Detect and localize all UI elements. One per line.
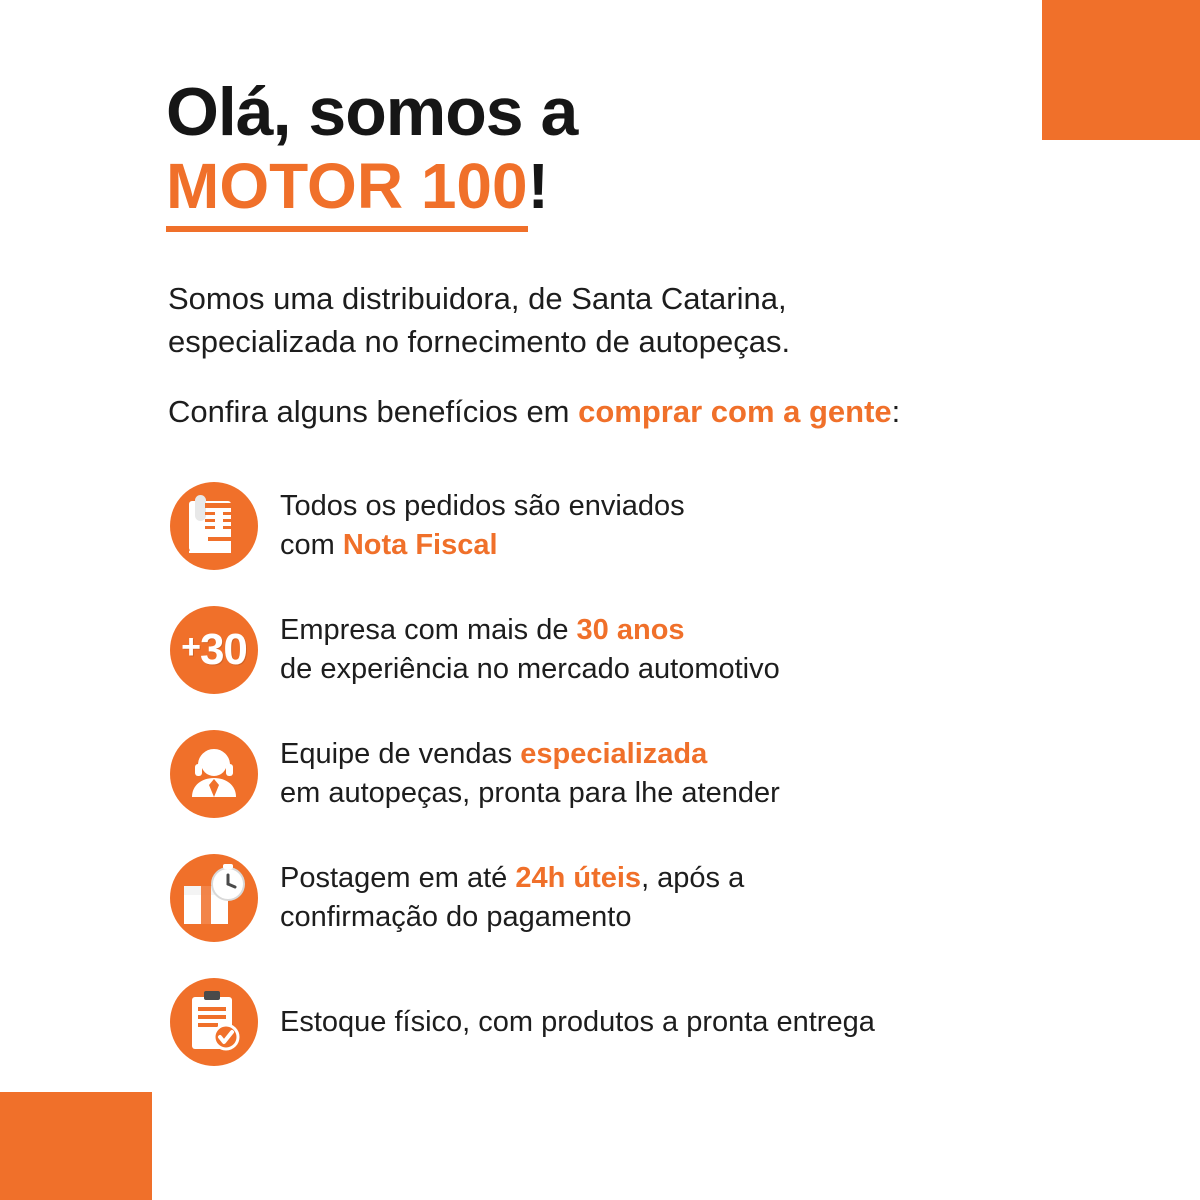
cta-line xyxy=(168,394,1128,430)
benefit-4-line1-suffix: , após a xyxy=(641,862,745,895)
benefits-list xyxy=(162,470,1162,1090)
headset-agent-glyph xyxy=(175,735,253,813)
benefit-1-line2-accent: Nota Fiscal xyxy=(342,529,498,561)
benefit-3-line2: em autopeças, pronta para lhe atender xyxy=(280,777,780,809)
plus-30-badge-icon xyxy=(162,598,266,702)
receipt-glyph xyxy=(175,487,253,565)
badge-30-label xyxy=(181,625,247,675)
benefit-item xyxy=(162,966,1162,1078)
benefit-item xyxy=(162,470,1162,582)
benefit-text xyxy=(280,735,780,813)
benefit-3-line1-accent: especializada xyxy=(520,738,708,771)
cta-prefix: Confira alguns benefícios em xyxy=(168,394,579,429)
badge-plus-sign: + xyxy=(181,628,200,666)
intro-line-2: especializada no fornecimento de autopeças. xyxy=(168,323,791,359)
benefit-2-line1-prefix: Empresa com mais de xyxy=(280,614,577,647)
benefit-3-line1-prefix: Equipe de vendas xyxy=(280,738,521,771)
benefit-text xyxy=(280,1003,875,1042)
package-stopwatch-glyph xyxy=(172,856,256,940)
benefit-5-line1: Estoque físico, com produtos a pronta entrega xyxy=(280,1005,875,1038)
benefit-4-line2: confirmação do pagamento xyxy=(280,901,632,933)
headline-exclamation: ! xyxy=(527,150,549,222)
package-stopwatch-icon xyxy=(162,846,266,950)
headset-agent-icon xyxy=(162,722,266,826)
brand-name: MOTOR 100 xyxy=(166,150,528,232)
benefit-1-line1: Todos os pedidos são enviados xyxy=(280,490,685,523)
clipboard-check-glyph xyxy=(175,983,253,1061)
headline-line1: Olá, somos a xyxy=(166,74,578,150)
benefit-item xyxy=(162,594,1162,706)
benefit-2-line2: de experiência no mercado automotivo xyxy=(280,653,780,685)
receipt-icon xyxy=(162,474,266,578)
clipboard-check-icon xyxy=(162,970,266,1074)
benefit-text xyxy=(280,611,780,689)
intro-paragraph xyxy=(168,278,1088,364)
benefit-2-line1-accent: 30 anos xyxy=(576,614,685,647)
decorative-corner-bottom-left xyxy=(0,1092,152,1200)
cta-suffix: : xyxy=(891,394,901,429)
benefit-item xyxy=(162,718,1162,830)
benefit-1-line2-prefix: com xyxy=(280,529,343,561)
headline-line2 xyxy=(166,150,1066,222)
benefit-4-line1-accent: 24h úteis xyxy=(515,862,642,895)
headline-block xyxy=(166,74,1066,222)
benefit-4-line1-prefix: Postagem em até xyxy=(280,862,516,895)
benefit-text xyxy=(280,487,685,565)
benefit-text xyxy=(280,859,744,937)
cta-accent: comprar com a gente xyxy=(578,394,892,429)
benefit-item xyxy=(162,842,1162,954)
badge-number: 30 xyxy=(199,625,247,674)
intro-line-1: Somos uma distribuidora, de Santa Catarina, xyxy=(168,281,787,316)
